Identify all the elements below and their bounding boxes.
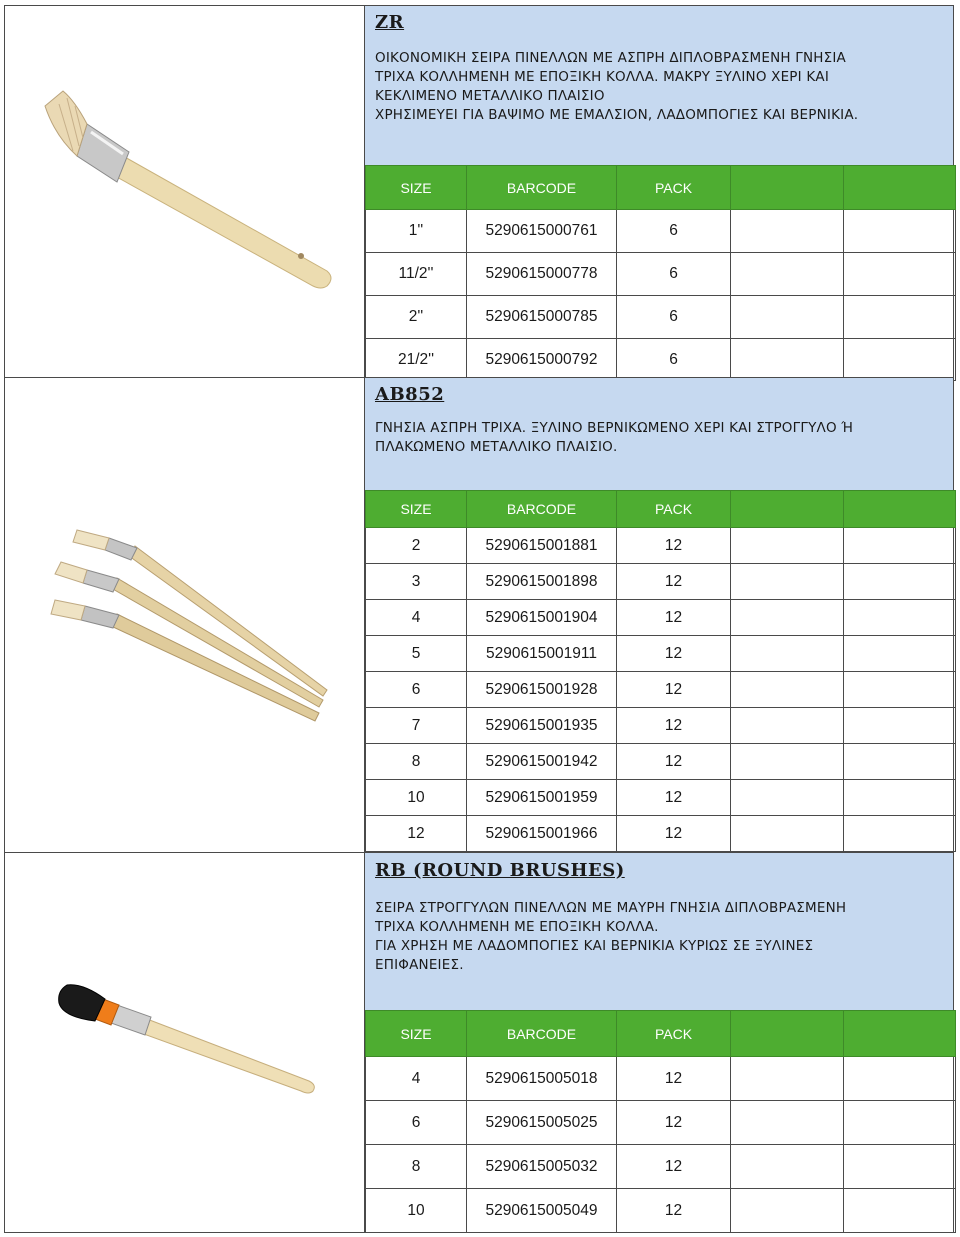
cell-pack: 6 [617, 253, 731, 296]
header-size: SIZE [366, 166, 467, 210]
cell-barcode: 5290615001881 [467, 528, 617, 564]
header-pack: PACK [617, 166, 731, 210]
cell-size: 12 [366, 816, 467, 852]
cell-barcode: 5290615005049 [467, 1189, 617, 1233]
cell-barcode: 5290615001898 [467, 564, 617, 600]
cell-size: 7 [366, 708, 467, 744]
product-description [365, 378, 953, 491]
description-line: ΣΕΙΡΑ ΣΤΡΟΓΓΥΛΩΝ ΠΙΝΕΛΛΩΝ ΜΕ ΜΑΥΡΗ ΓΝΗΣΙΑ ΔΙΠΛΟΒΡΑΣΜΕΝΗ [375, 900, 847, 916]
table-row [366, 780, 956, 816]
description-line: ΧΡΗΣΙΜΕΥΕΙ ΓΙΑ ΒΑΨΙΜΟ ΜΕ ΕΜΑΛΣΙΟΝ, ΛΑΔΟΜΠΟΓΙΕΣ ΚΑΙ ΒΕΡΝΙΚΙΑ. [375, 107, 859, 123]
product-image-cell [5, 853, 365, 1232]
cell-size: 3 [366, 564, 467, 600]
description-line: ΠΛΑΚΩΜΕΝΟ ΜΕΤΑΛΛΙΚΟ ΠΛΑΙΣΙΟ. [375, 439, 618, 455]
cell-pack: 12 [617, 780, 731, 816]
table-row [366, 253, 956, 296]
cell-pack: 6 [617, 296, 731, 339]
cell-size: 11/2'' [366, 253, 467, 296]
cell-size: 1'' [366, 210, 467, 253]
table-row [366, 1101, 956, 1145]
header-barcode: BARCODE [467, 166, 617, 210]
cell-barcode: 5290615005032 [467, 1145, 617, 1189]
table-row [366, 816, 956, 852]
table-row [366, 564, 956, 600]
table-row [366, 672, 956, 708]
cell-barcode: 5290615005018 [467, 1057, 617, 1101]
product-image-cell [5, 378, 365, 852]
product-section-zr [4, 5, 954, 378]
product-table [365, 165, 956, 381]
cell-size: 6 [366, 672, 467, 708]
cell-pack: 12 [617, 564, 731, 600]
header-barcode: BARCODE [467, 1011, 617, 1057]
cell-size: 2'' [366, 296, 467, 339]
cell-pack: 6 [617, 339, 731, 381]
cell-size: 10 [366, 780, 467, 816]
cell-pack: 12 [617, 1145, 731, 1189]
table-header-row [366, 166, 956, 210]
product-section-rb [4, 852, 954, 1233]
cell-pack: 12 [617, 636, 731, 672]
cell-size: 4 [366, 1057, 467, 1101]
cell-barcode: 5290615001935 [467, 708, 617, 744]
header-size: SIZE [366, 491, 467, 528]
cell-pack: 12 [617, 708, 731, 744]
cell-size: 5 [366, 636, 467, 672]
cell-pack: 12 [617, 672, 731, 708]
cell-pack: 12 [617, 744, 731, 780]
table-row [366, 528, 956, 564]
cell-pack: 6 [617, 210, 731, 253]
description-line: ΤΡΙΧΑ ΚΟΛΛΗΜΕΝΗ ΜΕ ΕΠΟΞΙΚΗ ΚΟΛΛΑ. [375, 919, 659, 935]
cell-size: 10 [366, 1189, 467, 1233]
description-line: ΤΡΙΧΑ ΚΟΛΛΗΜΕΝΗ ΜΕ ΕΠΟΞΙΚΗ ΚΟΛΛΑ. ΜΑΚΡΥ ΞΥΛΙΝΟ ΧΕΡΙ ΚΑΙ [375, 69, 829, 85]
table-row [366, 1189, 956, 1233]
cell-pack: 12 [617, 816, 731, 852]
description-line: ΚΕΚΛΙΜΕΝΟ ΜΕΤΑΛΛΙΚΟ ΠΛΑΙΣΙΟ [375, 88, 605, 104]
cell-barcode: 5290615000761 [467, 210, 617, 253]
cell-pack: 12 [617, 1057, 731, 1101]
product-code: ZR [375, 12, 405, 33]
description-line: ΕΠΙΦΑΝΕΙΕΣ. [375, 957, 464, 973]
cell-size: 4 [366, 600, 467, 636]
table-row [366, 744, 956, 780]
product-section-ab852 [4, 377, 954, 853]
header-pack: PACK [617, 491, 731, 528]
cell-pack: 12 [617, 1189, 731, 1233]
table-row [366, 339, 956, 381]
product-table [365, 1010, 956, 1233]
description-line: ΓΝΗΣΙΑ ΑΣΠΡΗ ΤΡΙΧΑ. ΞΥΛΙΝΟ ΒΕΡΝΙΚΩΜΕΝΟ ΧΕΡΙ ΚΑΙ ΣΤΡΟΓΓΥΛΟ Ή [375, 420, 854, 436]
description-line: ΟΙΚΟΝΟΜΙΚΗ ΣΕΙΡΑ ΠΙΝΕΛΛΩΝ ΜΕ ΑΣΠΡΗ ΔΙΠΛΟΒΡΑΣΜΕΝΗ ΓΝΗΣΙΑ [375, 50, 846, 66]
cell-pack: 12 [617, 1101, 731, 1145]
table-row [366, 296, 956, 339]
cell-pack: 12 [617, 600, 731, 636]
cell-barcode: 5290615001911 [467, 636, 617, 672]
cell-size: 8 [366, 1145, 467, 1189]
cell-barcode: 5290615005025 [467, 1101, 617, 1145]
table-row [366, 210, 956, 253]
artist-brushes-icon [5, 378, 363, 852]
cell-barcode: 5290615000785 [467, 296, 617, 339]
product-description [365, 853, 953, 1011]
cell-size: 2 [366, 528, 467, 564]
round-brush-icon [5, 853, 363, 1232]
cell-barcode: 5290615000792 [467, 339, 617, 381]
cell-barcode: 5290615000778 [467, 253, 617, 296]
description-line: ΓΙΑ ΧΡΗΣΗ ΜΕ ΛΑΔΟΜΠΟΓΙΕΣ ΚΑΙ ΒΕΡΝΙΚΙΑ ΚΥΡΙΩΣ ΣΕ ΞΥΛΙΝΕΣ [375, 938, 814, 954]
cell-barcode: 5290615001966 [467, 816, 617, 852]
cell-size: 6 [366, 1101, 467, 1145]
table-row [366, 708, 956, 744]
table-row [366, 636, 956, 672]
product-description [365, 6, 953, 166]
product-table [365, 490, 956, 852]
table-header-row [366, 491, 956, 528]
cell-size: 21/2'' [366, 339, 467, 381]
cell-barcode: 5290615001904 [467, 600, 617, 636]
cell-barcode: 5290615001928 [467, 672, 617, 708]
header-size: SIZE [366, 1011, 467, 1057]
cell-size: 8 [366, 744, 467, 780]
table-row [366, 600, 956, 636]
product-code: AB852 [375, 384, 445, 405]
product-code: RB (ROUND BRUSHES) [375, 860, 625, 881]
header-barcode: BARCODE [467, 491, 617, 528]
cell-barcode: 5290615001959 [467, 780, 617, 816]
cell-barcode: 5290615001942 [467, 744, 617, 780]
angled-brush-icon [5, 6, 363, 377]
header-pack: PACK [617, 1011, 731, 1057]
table-header-row [366, 1011, 956, 1057]
cell-pack: 12 [617, 528, 731, 564]
table-row [366, 1145, 956, 1189]
table-row [366, 1057, 956, 1101]
product-image-cell [5, 6, 365, 377]
